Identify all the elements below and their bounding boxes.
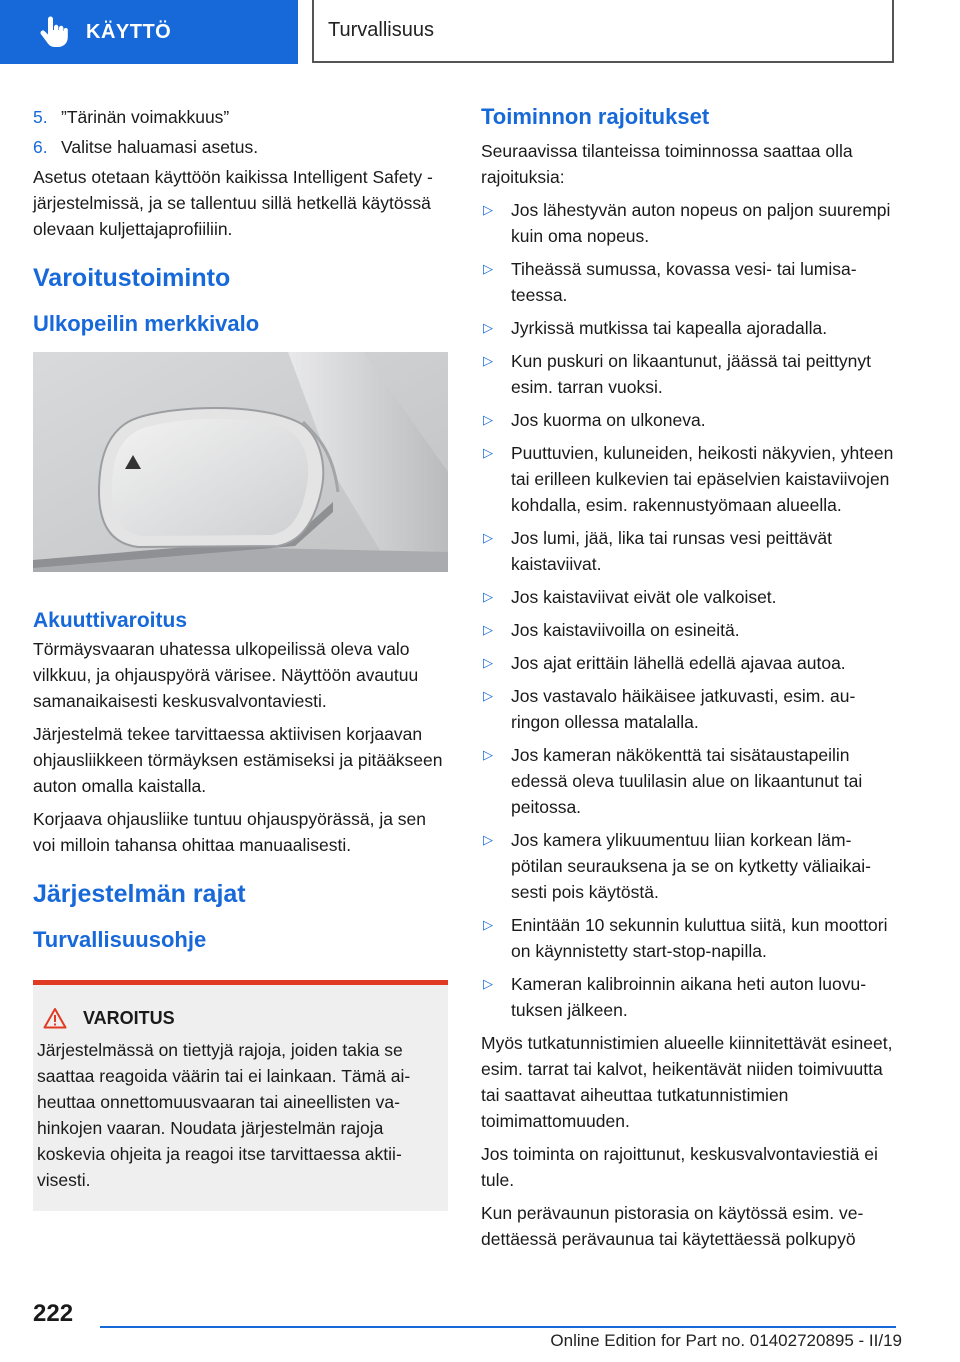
- footer-rule: [100, 1326, 896, 1328]
- triangle-bullet-icon: ▷: [483, 445, 493, 460]
- triangle-bullet-icon: ▷: [483, 655, 493, 670]
- heading-toiminnon-rajoitukset: Toiminnon rajoitukset: [481, 104, 710, 129]
- list-item-text: Jos vastavalo häikäisee jatkuvasti, esim. auringon ollessa matalalla.: [511, 686, 856, 732]
- heading-varoitustoiminto: Varoitustoiminto: [33, 264, 231, 292]
- list-item: [481, 617, 896, 643]
- list-item-text: Tiheässä sumussa, kovassa vesi- tai lumisateessa.: [511, 259, 857, 305]
- warning-text: Järjestelmässä on tiettyjä rajoja, joiden takia se saattaa reagoida väärin tai ei lainkaan. Tämä aiheuttaa onnettomuusvaaran tai aineellisten vahinkojen vaaran. Noudata järjestelmän rajoja koskevia ohjeita ja reagoi itse tarvittaessa aktiivisesti.: [37, 1040, 411, 1190]
- page-number: 222: [33, 1300, 74, 1327]
- right-column: [481, 104, 896, 1259]
- list-item: [481, 525, 896, 577]
- list-item-text: Jos kaistaviivat eivät ole valkoiset.: [511, 587, 777, 607]
- list-item: [481, 256, 896, 308]
- triangle-bullet-icon: ▷: [483, 622, 493, 637]
- hand-pointer-icon: [36, 15, 70, 49]
- list-item-text: Jos kamera ylikuumentuu liian korkean lämpötilan seurauksena ja se on kytketty väliaikaisesti pois käytöstä.: [511, 830, 871, 902]
- triangle-bullet-icon: ▷: [483, 688, 493, 703]
- triangle-bullet-icon: ▷: [483, 320, 493, 335]
- list-item: [481, 407, 896, 433]
- paragraph: Myös tutkatunnistimien alueelle kiinnitettävät esineet, esim. tarrat tai kalvot, heikentävät niiden toimivuutta tai saattavat aiheuttaa tutkatunnistimien toimimattomuuden.: [481, 1033, 893, 1131]
- list-item: [481, 584, 896, 610]
- list-item-text: Kameran kalibroinnin aikana heti auton luovutuksen jälkeen.: [511, 974, 867, 1020]
- list-item-text: Jos kaistaviivoilla on esineitä.: [511, 620, 740, 640]
- triangle-bullet-icon: ▷: [483, 917, 493, 932]
- list-item-text: Jos ajat erittäin lähellä edellä ajavaa autoa.: [511, 653, 846, 673]
- step-text: Valitse haluamasi asetus.: [61, 137, 259, 157]
- heading-turvallisuusohje: Turvallisuusohje: [33, 927, 207, 952]
- list-item: [481, 827, 896, 905]
- paragraph: Seuraavissa tilanteissa toiminnossa saattaa olla rajoituksia:: [481, 141, 853, 187]
- list-item: [481, 315, 896, 341]
- paragraph: Kun perävaunun pistorasia on käytössä esim. vedettäessä perävaunua tai käytettäessä polkupyö: [481, 1203, 864, 1249]
- heading-jarjestelman-rajat: Järjestelmän rajat: [33, 880, 246, 908]
- warning-title: VAROITUS: [83, 1008, 175, 1028]
- edition-text: Online Edition for Part no. 01402720895 - II/19: [550, 1331, 902, 1350]
- triangle-bullet-icon: ▷: [483, 747, 493, 762]
- list-item: [481, 440, 896, 518]
- paragraph: Asetus otetaan käyttöön kaikissa Intelligent Safety -järjestelmissä, ja se tallentuu sillä hetkellä käytössä olevaan kuljettajaprofiiliin.: [33, 167, 433, 239]
- triangle-bullet-icon: ▷: [483, 976, 493, 991]
- list-item-text: Jos kameran näkökenttä tai sisätaustapeilin edessä oleva tuulilasin alue on likaantunut tai peitossa.: [511, 745, 863, 817]
- paragraph: Korjaava ohjausliike tuntuu ohjauspyörässä, ja sen voi milloin tahansa ohittaa manuaalisesti.: [33, 809, 427, 855]
- section-tab-kaytto[interactable]: [0, 0, 298, 64]
- list-item: [481, 683, 896, 735]
- step-text: ”Tärinän voimakkuus”: [61, 107, 230, 127]
- triangle-bullet-icon: ▷: [483, 412, 493, 427]
- warning-box: [33, 980, 448, 1211]
- list-item-text: Jos lumi, jää, lika tai runsas vesi peittävät kaistaviivat.: [511, 528, 832, 574]
- heading-akuuttivaroitus: Akuuttivaroitus: [33, 609, 188, 632]
- warning-header: [43, 1005, 448, 1031]
- limitations-list: [481, 197, 896, 1023]
- step-number: 6.: [33, 137, 48, 157]
- list-item-text: Enintään 10 sekunnin kuluttua siitä, kun moottori on käynnistetty start-stop-napilla.: [511, 915, 888, 961]
- list-item-text: Jos kuorma on ulkoneva.: [511, 410, 706, 430]
- paragraph: Jos toiminta on rajoittunut, keskusvalvontaviestiä ei tule.: [481, 1144, 878, 1190]
- mirror-illustration: [33, 352, 448, 572]
- list-item: [481, 971, 896, 1023]
- step-item: [33, 134, 448, 160]
- list-item-text: Jyrkissä mutkissa tai kapealla ajoradalla.: [511, 318, 828, 338]
- list-item: [481, 650, 896, 676]
- tab-label: Turvallisuus: [328, 19, 434, 41]
- warning-triangle-icon: [43, 1007, 67, 1029]
- paragraph: Törmäysvaaran uhatessa ulkopeilissä oleva valo vilkkuu, ja ohjauspyörä värisee. Näyttöön avautuu samanaikaisesti keskusvalvontaviesti.: [33, 639, 419, 711]
- list-item: [481, 912, 896, 964]
- triangle-bullet-icon: ▷: [483, 261, 493, 276]
- triangle-bullet-icon: ▷: [483, 202, 493, 217]
- list-item-text: Kun puskuri on likaantunut, jäässä tai peittynyt esim. tarran vuoksi.: [511, 351, 871, 397]
- triangle-bullet-icon: ▷: [483, 832, 493, 847]
- triangle-bullet-icon: ▷: [483, 530, 493, 545]
- list-item-text: Puuttuvien, kuluneiden, heikosti näkyvien, yhteen tai erilleen kulkevien tai epäselvien kaistaviivojen kohdalla, esim. rakennustyömaan alueella.: [511, 443, 894, 515]
- tab-label: KÄYTTÖ: [86, 20, 172, 43]
- section-tab-turvallisuus[interactable]: [312, 0, 894, 63]
- step-item: [33, 104, 448, 130]
- list-item: [481, 348, 896, 400]
- triangle-bullet-icon: ▷: [483, 589, 493, 604]
- heading-ulkopeilin-merkkivalo: Ulkopeilin merkkivalo: [33, 311, 260, 336]
- list-item: [481, 742, 896, 820]
- list-item-text: Jos lähestyvän auton nopeus on paljon suurempi kuin oma nopeus.: [511, 200, 891, 246]
- triangle-bullet-icon: ▷: [483, 353, 493, 368]
- step-number: 5.: [33, 107, 48, 127]
- left-column: [33, 104, 448, 1211]
- paragraph: Järjestelmä tekee tarvittaessa aktiivisen korjaavan ohjausliikkeen törmäyksen estämiseksi ja pitääkseen auton omalla kaistalla.: [33, 724, 443, 796]
- list-item: [481, 197, 896, 249]
